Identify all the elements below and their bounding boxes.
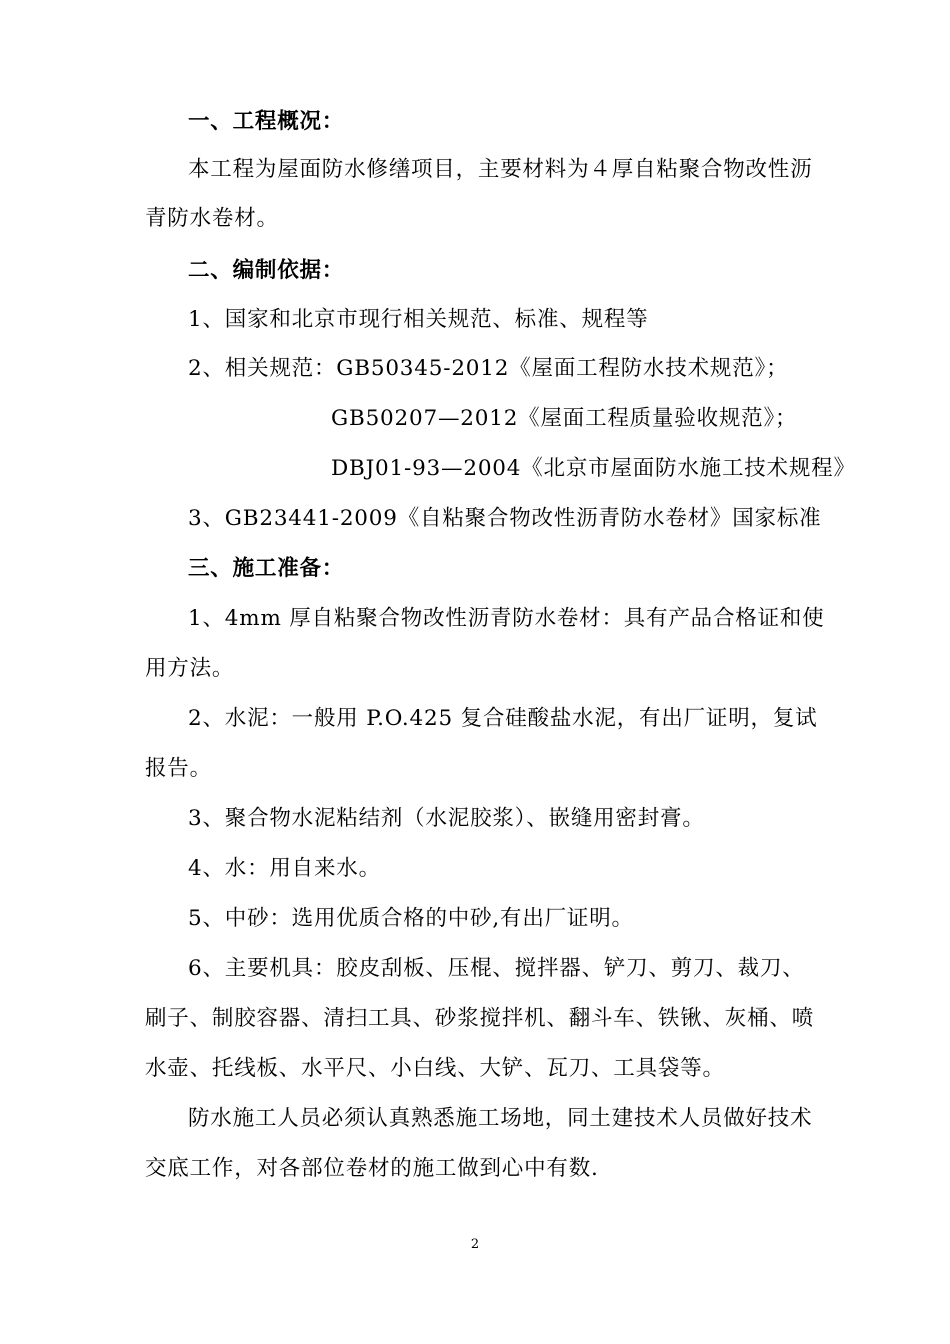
- list-item-continuation: 水壶、托线板、水平尺、小白线、大铲、瓦刀、工具袋等。: [145, 1056, 725, 1081]
- page-number: 2: [470, 1237, 480, 1252]
- list-item-continuation: 用方法。: [145, 656, 235, 681]
- list-item: 2、相关规范：GB50345-2012《屋面工程防水技术规范》；: [188, 356, 789, 381]
- list-item: 1、4mm 厚自粘聚合物改性沥青防水卷材：具有产品合格证和使: [188, 606, 825, 631]
- paragraph-line: 本工程为屋面防水修缮项目，主要材料为４厚自粘聚合物改性沥: [188, 157, 813, 182]
- list-item: 6、主要机具：胶皮刮板、压棍、搅拌器、铲刀、剪刀、裁刀、: [188, 956, 805, 981]
- paragraph-line: 交底工作，对各部位卷材的施工做到心中有数.: [145, 1156, 599, 1181]
- list-item: 2、水泥：一般用 P.O.425 复合硅酸盐水泥，有出厂证明，复试: [188, 706, 818, 731]
- list-item: 4、水：用自来水。: [188, 856, 381, 881]
- paragraph-line: 防水施工人员必须认真熟悉施工场地，同土建技术人员做好技术: [188, 1106, 813, 1131]
- list-item: 3、聚合物水泥粘结剂（水泥胶浆）、嵌缝用密封膏。: [188, 806, 705, 831]
- section-heading: 二、编制依据：: [188, 258, 345, 283]
- list-item-continuation: DBJ01-93—2004《北京市屋面防水施工技术规程》: [331, 456, 856, 481]
- list-item-continuation: 报告。: [145, 756, 212, 781]
- list-item-continuation: GB50207—2012《屋面工程质量验收规范》；: [331, 406, 798, 431]
- list-item: 3、GB23441-2009《自粘聚合物改性沥青防水卷材》国家标准: [188, 506, 822, 531]
- list-item: 1、国家和北京市现行相关规范、标准、规程等: [188, 307, 649, 332]
- list-item-continuation: 刷子、制胶容器、清扫工具、砂浆搅拌机、翻斗车、铁锹、灰桶、喷: [145, 1006, 815, 1031]
- section-heading: 三、施工准备：: [188, 556, 345, 581]
- list-item: 5、中砂：选用优质合格的中砂,有出厂证明。: [188, 906, 634, 931]
- paragraph-line: 青防水卷材。: [145, 206, 279, 231]
- section-heading: 一、工程概况：: [188, 109, 345, 134]
